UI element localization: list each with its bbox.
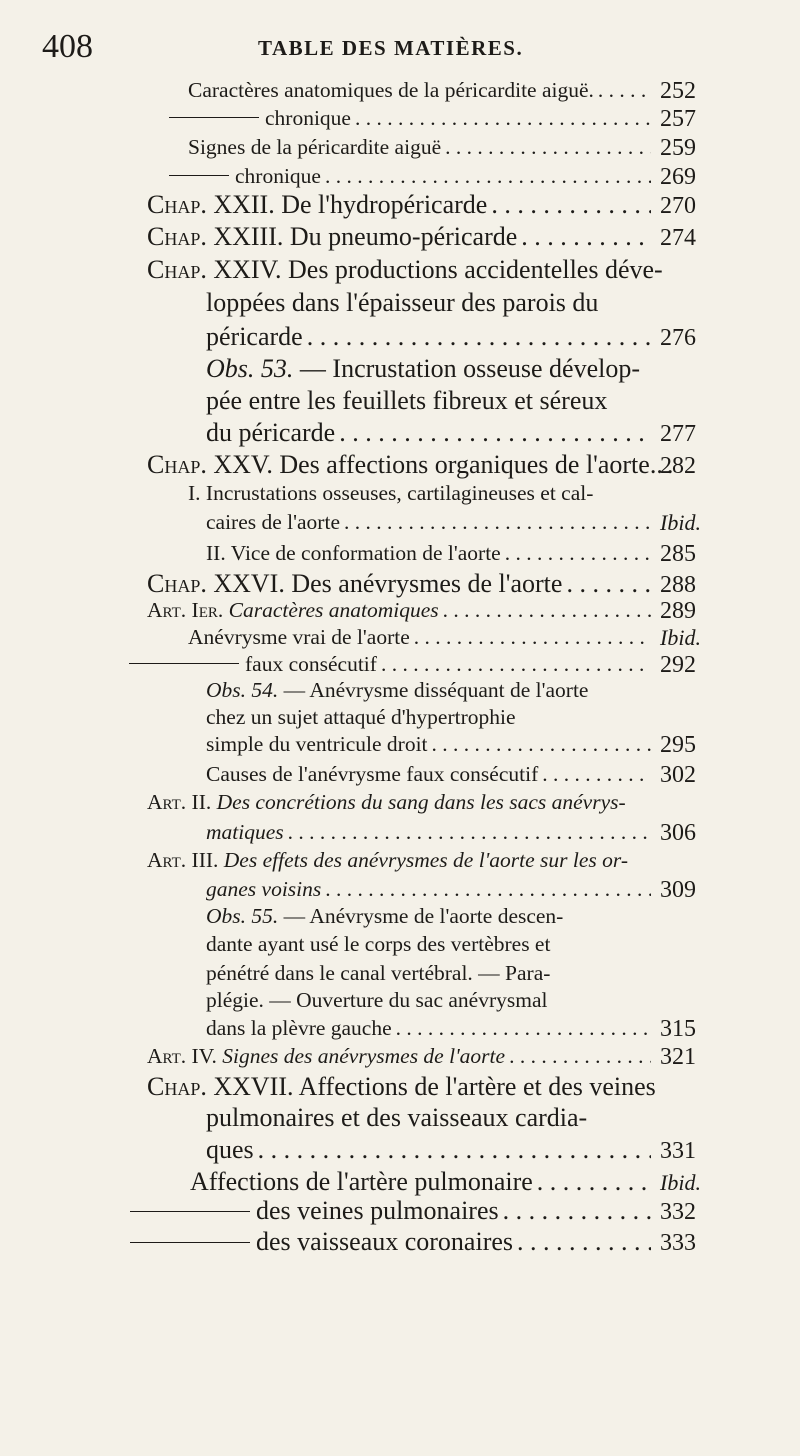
toc-line [188, 78, 655, 103]
toc-entry-text [206, 762, 538, 787]
ditto-dash [129, 663, 239, 664]
toc-entry-title: — Anévrysme disséquant de l'aorte [283, 678, 589, 702]
toc-line [206, 386, 607, 416]
toc-entry-title: Vice de conformation de l'aorte [230, 541, 501, 565]
toc-line [206, 988, 548, 1013]
toc-entry-text [206, 988, 548, 1013]
toc-entry-text [190, 1167, 533, 1197]
toc-page-number: 321 [660, 1044, 696, 1070]
toc-line [130, 1227, 655, 1257]
toc-page-number: 332 [660, 1199, 696, 1225]
toc-line [147, 190, 655, 220]
toc-entry-text [147, 569, 562, 599]
toc-entry-text [206, 510, 340, 535]
toc-line [206, 1016, 655, 1041]
toc-entry-text [147, 222, 517, 252]
toc-line [206, 354, 640, 384]
toc-page-number: 295 [660, 732, 696, 758]
toc-page-number: 282 [660, 453, 696, 479]
dot-leader [503, 1196, 651, 1226]
ditto-dash [130, 1242, 250, 1243]
toc-entry-title: ganes voisins [206, 877, 322, 901]
toc-entry-title: pulmonaires et des vaisseaux cardia- [206, 1103, 588, 1132]
toc-page-number: 302 [660, 762, 696, 788]
toc-line [206, 541, 655, 566]
toc-entry-title: — Incrustation osseuse dévelop- [299, 354, 640, 383]
toc-page-number: 309 [660, 877, 696, 903]
toc-entry-prefix: Art. II. [147, 790, 212, 814]
toc-entry-text [147, 1072, 656, 1102]
toc-entry-text [206, 820, 284, 845]
toc-entry-text [206, 1135, 254, 1165]
dot-leader [288, 820, 651, 845]
toc-page-number: 257 [660, 106, 696, 132]
toc-entry-title: pée entre les feuillets fibreux et séreux [206, 386, 608, 415]
toc-entry-text [147, 450, 663, 480]
toc-entry-text [206, 932, 550, 957]
toc-line [206, 678, 588, 703]
toc-page-number: 269 [660, 164, 696, 190]
dot-leader [505, 541, 651, 566]
running-title: TABLE DES MATIÈRES. [258, 36, 524, 60]
dot-leader [344, 510, 651, 535]
toc-entry-title: Des concrétions du sang dans les sacs anévrys- [216, 790, 626, 814]
toc-line [206, 732, 655, 757]
toc-entry-text [206, 1103, 587, 1133]
toc-entry-title: matiques [206, 820, 284, 844]
toc-line [147, 598, 655, 623]
dot-leader [339, 418, 651, 448]
toc-entry-prefix: Art. Ier. [147, 598, 224, 622]
toc-entry-text [206, 354, 640, 384]
toc-page-number: 276 [660, 325, 696, 351]
toc-line [147, 790, 626, 815]
toc-page-number: 259 [660, 135, 696, 161]
dot-leader [491, 190, 651, 220]
toc-entry-prefix: Art. III. [147, 848, 219, 872]
toc-entry-title: Affections de l'artère et des veines [298, 1072, 656, 1101]
toc-entry-text [147, 848, 628, 873]
dot-leader [537, 1167, 651, 1197]
toc-line [206, 418, 655, 448]
toc-entry-title: faux consécutif [245, 652, 377, 676]
toc-entry-title: Causes de l'anévrysme faux consécutif [206, 762, 539, 786]
toc-entry-text [206, 1016, 392, 1041]
toc-entry-title: dante ayant usé le corps des vertèbres et [206, 932, 551, 956]
toc-entry-title: plégie. — Ouverture du sac anévrysmal [206, 988, 548, 1012]
toc-line [147, 1072, 656, 1102]
ditto-dash [169, 117, 259, 118]
toc-entry-text [188, 481, 593, 506]
toc-entry-text [206, 541, 501, 566]
toc-entry-title: Des effets des anévrysmes de l'aorte sur les or- [223, 848, 629, 872]
toc-entry-text [265, 106, 351, 131]
toc-page-number: 331 [660, 1138, 696, 1164]
toc-entry-prefix: I. [188, 481, 201, 505]
toc-line [169, 164, 655, 189]
toc-page-number: 285 [660, 541, 696, 567]
toc-entry-title: Signes des anévrysmes de l'aorte [222, 1044, 506, 1068]
toc-entry-prefix: Obs. 55. [206, 904, 279, 928]
toc-page-number: 277 [660, 421, 696, 447]
toc-entry-text [245, 652, 377, 677]
toc-entry-text [206, 904, 563, 929]
toc-page-number: 306 [660, 820, 696, 846]
toc-entry-title: Incrustations osseuses, cartilagineuses et cal- [205, 481, 594, 505]
toc-entry-text [256, 1227, 513, 1257]
toc-entry-title: — Anévrysme de l'aorte descen- [283, 904, 564, 928]
toc-entry-prefix: Chap. XXIV. [147, 255, 282, 284]
page-number: 408 [42, 28, 93, 65]
toc-line [169, 106, 655, 131]
toc-entry-title: des veines pulmonaires [256, 1196, 499, 1225]
toc-entry-prefix: Chap. XXII. [147, 190, 275, 219]
toc-entry-title: Anévrysme vrai de l'aorte [188, 625, 410, 649]
toc-entry-prefix: Chap. XXV. [147, 450, 273, 479]
toc-page-number: 315 [660, 1016, 696, 1042]
toc-entry-text [256, 1196, 499, 1226]
dot-leader [445, 135, 651, 160]
dot-leader [521, 222, 651, 252]
toc-line [206, 1135, 655, 1165]
toc-entry-prefix: Chap. XXVI. [147, 569, 285, 598]
toc-entry-text [206, 705, 516, 730]
toc-page-number: Ibid. [660, 510, 701, 535]
toc-entry-prefix: Art. IV. [147, 1044, 217, 1068]
toc-entry-text [147, 598, 439, 623]
dot-leader [396, 1016, 651, 1041]
dot-leader [432, 732, 651, 757]
toc-entry-text [206, 678, 588, 703]
toc-line [206, 820, 655, 845]
dot-leader [509, 1044, 651, 1069]
toc-page-number: Ibid. [660, 625, 701, 650]
toc-entry-title: Signes de la péricardite aiguë [188, 135, 442, 159]
toc-line [206, 932, 550, 957]
toc-entry-title: Des affections organiques de l'aorte.. [279, 450, 663, 479]
dot-leader [307, 322, 651, 352]
toc-entry-title: péricarde [206, 322, 303, 351]
toc-page-number: 292 [660, 652, 696, 678]
toc-line [190, 1167, 655, 1197]
toc-entry-text [206, 732, 428, 757]
toc-entry-title: dans la plèvre gauche [206, 1016, 392, 1040]
toc-line [147, 569, 655, 599]
toc-page-number: 270 [660, 193, 696, 219]
toc-page-number: Ibid. [660, 1170, 701, 1195]
toc-page-number: 252 [660, 78, 696, 104]
toc-page-number: 289 [660, 598, 696, 624]
toc-line [147, 222, 655, 252]
dot-leader [443, 598, 651, 623]
toc-entry-title: De l'hydropéricarde [281, 190, 488, 219]
dot-leader [414, 625, 651, 650]
toc-entry-text [147, 1044, 505, 1069]
toc-entry-title: du péricarde [206, 418, 336, 447]
toc-entry-title: chronique [235, 164, 321, 188]
toc-entry-text [206, 386, 607, 416]
toc-entry-title: loppées dans l'épaisseur des parois du [206, 288, 599, 317]
toc-entry-prefix: Obs. 54. [206, 678, 279, 702]
dot-leader [517, 1227, 651, 1257]
toc-entry-title: ques [206, 1135, 254, 1164]
toc-line [130, 1196, 655, 1226]
toc-entry-text [206, 418, 335, 448]
toc-entry-text [147, 790, 626, 815]
toc-line [188, 625, 655, 650]
toc-entry-text [206, 288, 598, 318]
toc-entry-text [206, 877, 321, 902]
toc-line [147, 255, 663, 285]
dot-leader [667, 450, 677, 480]
dot-leader [325, 164, 651, 189]
dot-leader [542, 762, 651, 787]
toc-line [147, 848, 628, 873]
toc-page-number: 333 [660, 1230, 696, 1256]
dot-leader [355, 106, 651, 131]
toc-line [206, 1103, 587, 1133]
toc-entry-title: Du pneumo-péricarde [289, 222, 518, 251]
toc-entry-title: Caractères anatomiques [228, 598, 439, 622]
toc-entry-text [147, 255, 663, 285]
dot-leader [566, 569, 651, 599]
toc-line [129, 652, 655, 677]
toc-line [188, 135, 655, 160]
toc-entry-prefix: II. [206, 541, 226, 565]
toc-line [206, 877, 655, 902]
toc-line [206, 322, 655, 352]
toc-entry-title: Des productions accidentelles déve- [288, 255, 663, 284]
toc-line [206, 510, 655, 535]
toc-line [147, 450, 663, 480]
toc-entry-title: caires de l'aorte [206, 510, 340, 534]
toc-entry-text [206, 961, 550, 986]
dot-leader [381, 652, 651, 677]
page-header [42, 28, 742, 68]
toc-line [206, 288, 598, 318]
toc-line [188, 481, 593, 506]
toc-page-number: 274 [660, 225, 696, 251]
toc-entry-title: chronique [265, 106, 351, 130]
toc-entry-text [188, 625, 410, 650]
toc-entry-text [188, 135, 441, 160]
toc-entry-title: chez un sujet attaqué d'hypertrophie [206, 705, 516, 729]
ditto-dash [130, 1211, 250, 1212]
toc-entry-title: pénétré dans le canal vertébral. — Para- [206, 961, 551, 985]
toc-line [206, 762, 655, 787]
toc-entry-text [147, 190, 487, 220]
toc-line [206, 705, 516, 730]
toc-entry-title: des vaisseaux coronaires [256, 1227, 514, 1256]
toc-entry-prefix: Obs. 53. [206, 354, 294, 383]
toc-page-number: 288 [660, 572, 696, 598]
toc-line [206, 904, 563, 929]
dot-leader [325, 877, 651, 902]
toc-entry-text [188, 78, 594, 103]
dot-leader [598, 78, 651, 103]
toc-entry-title: simple du ventricule droit [206, 732, 428, 756]
toc-entry-prefix: Chap. XXIII. [147, 222, 284, 251]
toc-entry-title: Des anévrysmes de l'aorte [291, 569, 563, 598]
toc-entry-prefix: Chap. XXVII. [147, 1072, 294, 1101]
toc-entry-text [206, 322, 303, 352]
toc-entry-text [235, 164, 321, 189]
toc-entry-title: Affections de l'artère pulmonaire [190, 1167, 533, 1196]
ditto-dash [169, 175, 229, 176]
toc-line [147, 1044, 655, 1069]
toc-entry-title: Caractères anatomiques de la péricardite aiguë. [188, 78, 594, 102]
toc-line [206, 961, 550, 986]
dot-leader [258, 1135, 651, 1165]
